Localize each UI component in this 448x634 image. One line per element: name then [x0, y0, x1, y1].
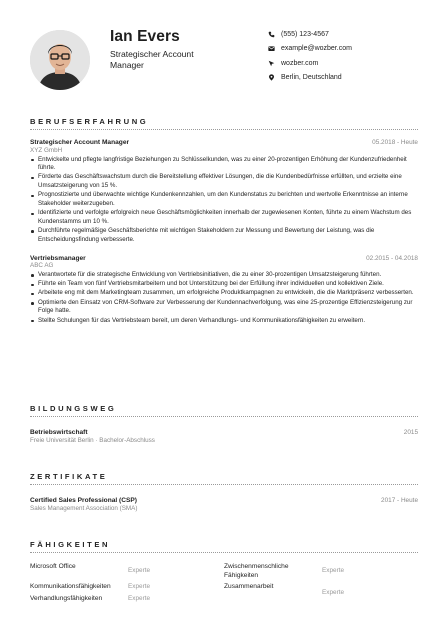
skills-grid: [30, 563, 418, 603]
job-dates: 05.2018 - Heute: [372, 139, 418, 146]
job-role: Strategischer Account Manager: [30, 139, 130, 146]
skill-name: Zwischenmenschliche Fähigkeiten: [224, 563, 289, 579]
section-divider: [30, 416, 418, 417]
contact-location: [268, 71, 352, 85]
contact-phone: [268, 27, 352, 41]
school-name: Freie Universität Berlin · Bachelor-Abschluss: [30, 436, 155, 444]
list-item: Förderte das Geschäftswachstum durch die Bereitstellung effektiver Lösungen, die die Kundenbedürfnisse erfüllten, und erzielte eine Umsatzsteigerung von 15 %.: [30, 173, 418, 190]
list-item: Führte ein Team von fünf Vertriebsmitarbeitern und bot Unterstützung bei der Erfüllung ihrer individuellen und kollektiven Ziele.: [30, 280, 418, 289]
list-item: Identifizierte und verfolgte erfolgreich neue Geschäftsmöglichkeiten innerhalb der zugewiesenen Konten, führte zu einem Wachstum des Kundenstamms um 10 %.: [30, 209, 418, 226]
list-item: Optimierte den Einsatz von CRM-Software zur Verbesserung der Kundennachverfolgung, was eine 25-prozentige Effizienzsteigerung zur Folge hatte.: [30, 299, 418, 316]
skill-level: Experte: [128, 583, 151, 591]
contact-list: [268, 27, 352, 85]
certificate-name: Certified Sales Professional (CSP): [30, 497, 137, 504]
skills-section: [30, 540, 418, 603]
skill-name: Verhandlungsfähigkeiten: [30, 594, 103, 602]
avatar: [30, 30, 90, 90]
phone-icon: [268, 31, 275, 38]
certificate-dates: 2017 - Heute: [381, 497, 418, 504]
experience-entry: [30, 255, 418, 326]
section-title: BILDUNGSWEG: [30, 404, 117, 413]
skill-name: Zusammenarbeit: [224, 583, 274, 591]
portrait-image: [30, 30, 90, 90]
list-item: Durchführte regelmäßige Geschäftsberichte mit wichtigen Stakeholdern zur Messung und Bewertung der Leistung, was die Entscheidungsfindung verbesserte.: [30, 227, 418, 244]
education-entry: [30, 429, 418, 444]
list-item: Entwickelte und pflegte langfristige Beziehungen zu Schlüsselkunden, was zu einer 20-prozentigen Erhöhung der Kundenzufriedenheit führte.: [30, 156, 418, 173]
location-pin-icon: [268, 74, 275, 81]
section-divider: [30, 484, 418, 485]
contact-location-text: Berlin, Deutschland: [281, 74, 342, 81]
education-section: [30, 404, 418, 444]
contact-website: [268, 56, 352, 70]
skill-level: Experte: [128, 594, 151, 602]
cursor-icon: [268, 60, 275, 67]
candidate-title: Strategischer Account Manager: [110, 49, 194, 70]
section-divider: [30, 552, 418, 553]
job-bullets: [30, 271, 418, 325]
skill-level: Experte: [322, 567, 345, 575]
job-bullets: [30, 156, 418, 245]
candidate-name: Ian Evers: [110, 28, 180, 45]
certificate-issuer: Sales Management Association (SMA): [30, 504, 138, 512]
job-company: ABC AG: [30, 262, 54, 270]
experience-entry: [30, 139, 418, 245]
skill-level: Experte: [128, 567, 151, 575]
job-company: XYZ GmbH: [30, 146, 63, 154]
contact-website-text: wozber.com: [281, 59, 319, 67]
section-divider: [30, 129, 418, 130]
section-title: FÄHIGKEITEN: [30, 540, 111, 549]
contact-email: [268, 42, 352, 56]
skill-name: Microsoft Office: [30, 563, 76, 570]
job-role: Vertriebsmanager: [30, 254, 86, 262]
list-item: Stellte Schulungen für das Vertriebsteam bereit, um deren Verhandlungs- und Kommunikationsfähigkeiten zu erweitern.: [30, 317, 418, 326]
certificates-section: [30, 472, 418, 512]
section-title: ZERTIFIKATE: [30, 472, 108, 481]
contact-phone-text: (555) 123-4567: [281, 30, 329, 38]
skill-name: Kommunikationsfähigkeiten: [30, 583, 111, 591]
job-dates: 02.2015 - 04.2018: [366, 254, 418, 262]
envelope-icon: [268, 45, 275, 52]
list-item: Verantwortete für die strategische Entwicklung von Vertriebsinitiativen, die zu einer 30-prozentigen Umsatzsteigerung führten.: [30, 271, 418, 280]
skill-level: Experte: [322, 588, 345, 596]
degree-name: Betriebswirtschaft: [30, 429, 88, 436]
list-item: Arbeitete eng mit dem Marketingteam zusammen, um erfolgreiche Produktkampagnen zu entwickeln, die die Marktpräsenz verbesserten.: [30, 289, 418, 298]
list-item: Prognostizierte und überwachte wichtige Kundenkennzahlen, um den Kundenstatus zu berichten und wertvolle Erkenntnisse an interne Stakeholder weiterzugeben.: [30, 191, 418, 208]
education-year: 2015: [403, 429, 418, 436]
certificate-entry: [30, 497, 418, 512]
experience-section: [30, 117, 418, 326]
section-title: BERUFSERFAHRUNG: [30, 117, 149, 126]
resume-header: [0, 0, 448, 100]
contact-email-text: example@wozber.com: [281, 45, 352, 52]
